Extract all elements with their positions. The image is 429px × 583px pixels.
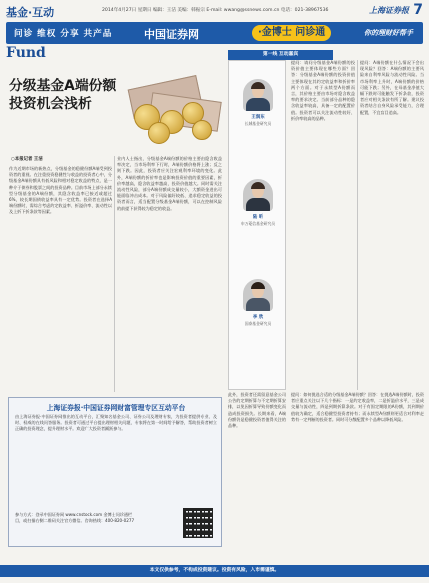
banner-source: 中国证券网 — [144, 27, 199, 41]
qr-code-icon — [183, 508, 213, 538]
banner-column-pill: ·金博士 问诊通 — [252, 25, 331, 41]
promo-contact: 参与方式：登录中国证券网 www.cnstock.com 金博士问诊通栏目，或扫描右侧二维码关注官方微信。咨询热线：400-820-0277 — [15, 512, 135, 523]
interview-column: 提问：如何挑选合适的分级基金A端份额？回答：在挑选A端份额时，投资者应重点关注以下几个指标：一是约定收益率，二是折溢价水平，三是成交量与流动性，四是到期折算条款。对于有固定期限的A份额，其到期价值较为确定，适合稳健型投资者持有；而永续型A份额则更适合对利率走势有一定判断的投资者。同时可分散配置多个品种以降低风险。 — [291, 392, 424, 422]
banner-slogan: 问诊 维权 分享 共产品 — [14, 29, 113, 39]
guest-name: 李 欣 — [252, 315, 264, 320]
section-title-en: Fund — [6, 45, 46, 61]
guest-title: 申万菱信基金研究员 — [240, 221, 276, 226]
promo-box — [8, 397, 222, 547]
page-number: 7 — [413, 2, 423, 18]
page-footer: 本文仅供参考，不构成投资建议。投资有风险，入市需谨慎。 — [0, 565, 429, 577]
promo-body: 由上海证券报·中国证券网推出的互动平台，汇聚知名基金公司、证券公司及理财专家，为投资者提供专业、及时、权威的在线问答服务。投资者可通过平台提出理财相关问题，专家将在第一时间给予解答，帮助投资者树立正确的投资理念，提升理财水平。欢迎广大投资者踊跃参与。 — [15, 414, 217, 432]
interview-column: 此外，投资者还需留意基金公司公告的定期折算与不定期折算安排，以免因折算导致份额变化而造成投资损失。长期来看，A端份额仍是稳健投资者值得关注的品种。 — [228, 392, 286, 429]
guest-name: 陆 昕 — [252, 215, 264, 220]
column-divider — [114, 156, 115, 392]
guest-avatar — [243, 279, 273, 311]
guest-name: 王润东 — [251, 115, 265, 120]
coin-image — [192, 120, 212, 140]
interview-column: 提问：请问分级基金A端份额的投资价值主要体现在哪些方面？回答：分级基金A端份额的投资价值主要体现在其约定收益率和折价率两个方面。对于永续型A份额而言，其价格主要由市场对隐含收益率的要求决定。当前部分品种的隐含收益率较高，具备一定的配置价值。投资者可以关注流动性较好、折价率较高的品种。 — [291, 60, 355, 121]
promo-title: 上海证券报·中国证券网财富管理专区互动平台 — [46, 404, 186, 412]
newspaper-brand: 上海证券报 — [369, 6, 409, 15]
article-headline: 分级基金A端份额 投资机会浅析 — [9, 78, 117, 112]
article-column: 业内人士指出，分级基金A端份额的价格主要由隐含收益率决定，当市场利率下行时，A端份额价格将上涨；反之则下跌。因此，投资者应关注宏观利率环境的变化。此外，A端份额的折价率也是影响投资价值的重要因素，折价率越高，隐含收益率越高，投资价值越大。同时需关注流动性风险，部分A端份额成交量较小，大额资金进出可能面临冲击成本。对于风险偏好较低、追求稳定收益的投资者而言，适当配置分级基金A端份额，可以在控制风险的前提下获得较为稳定的收益。 — [117, 156, 222, 211]
edition-meta: 2014年4月27日 星期日 编辑：王洁 美编：韩振宗 E-mail: wwang@ssnews.com.cn 电话：021-38967536 — [102, 8, 329, 13]
guest-title: 国泰基金研究员 — [244, 321, 272, 326]
guest-panel-title: 第一线 互动嘉宾 — [228, 50, 333, 60]
column-divider — [357, 60, 358, 390]
article-byline: ○本报记者 王洁 — [11, 157, 43, 162]
guest-avatar — [243, 179, 273, 211]
section-banner — [6, 22, 423, 44]
coin-image — [148, 122, 170, 144]
page-header — [6, 4, 423, 48]
guest-panel — [228, 60, 286, 390]
guest-title: 长城基金研究员 — [244, 121, 272, 126]
guest-avatar — [243, 79, 273, 111]
banner-tagline: 你的理财好帮手 — [364, 29, 413, 37]
article-column: 作为近期市场的新热点，分级基金的稳健份额A端受到投资者的重视。在注重投资稳健性与收益的投资者心中，分级基金A端份额具有低风险和相对稳定收益的特点，是一种介于债券和股票之间的投资品种。目前市场上部分永续型分级基金的A端份额，其隐含收益率已接近或超过6%，较长期国债收益率具有一定优势。投资者在选择A端份额时，需综合考虑约定收益率、折溢价率、流动性以及上折下折条款等因素。 — [9, 166, 112, 215]
interview-column: 提问：A端份额在什么情况下会出现风险？回答：A端份额的主要风险来自利率风险与流动性风险。当市场利率上升时，A端份额的价格可能下跌；另外，在母基金净值大幅下跌时可能触发下折条款，投资者应对相关条款有所了解。建议投资者结合自身风险承受能力，合理配置，不宜盲目追高。 — [360, 60, 424, 115]
section-title: 基金·互动 — [6, 6, 55, 19]
